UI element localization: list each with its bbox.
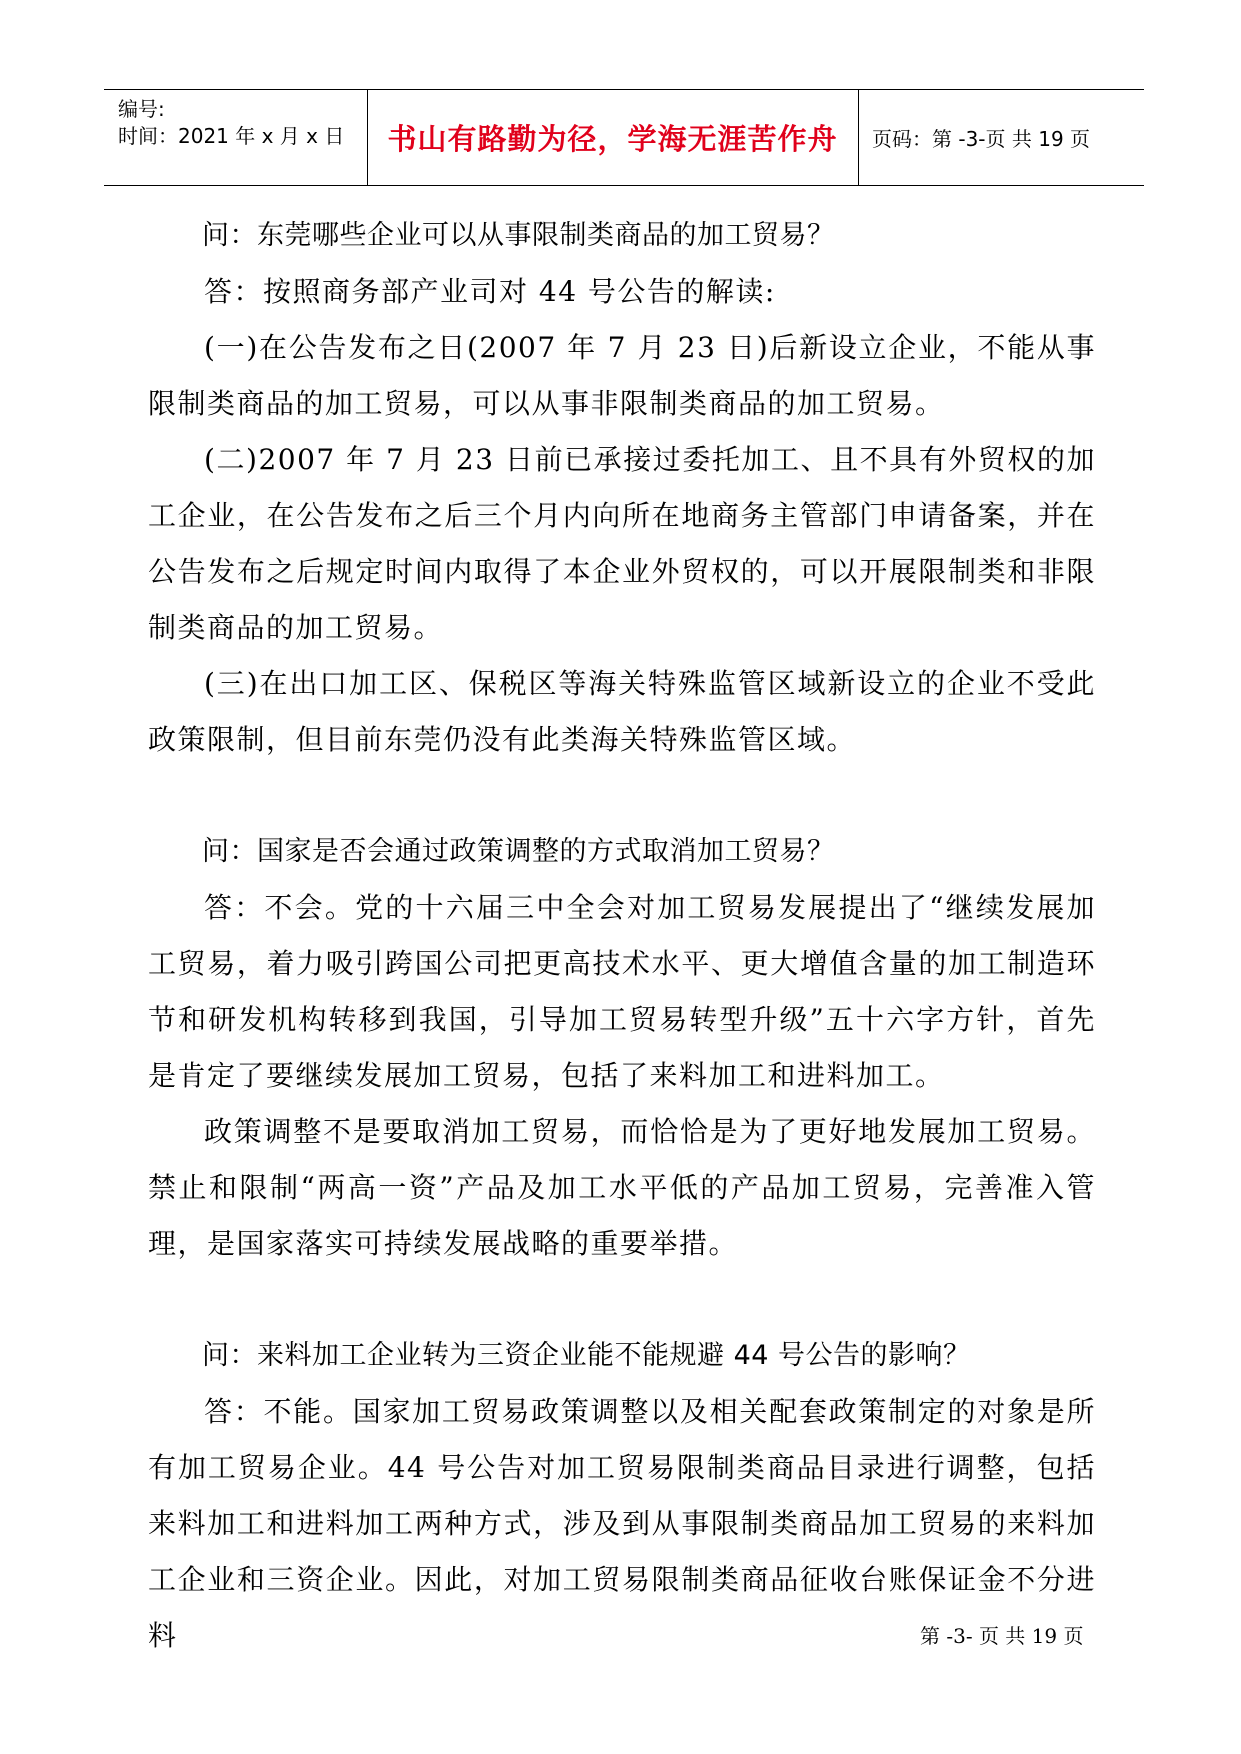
document-body — [148, 208, 1096, 1664]
header-motto: 书山有路勤为径，学海无涯苦作舟 — [387, 122, 838, 156]
question-heading: 问：国家是否会通过政策调整的方式取消加工贸易？ — [202, 836, 835, 867]
document-number-label: 编号: — [118, 97, 165, 121]
section-gap — [148, 768, 1096, 824]
answer-paragraph: 答：不能。国家加工贸易政策调整以及相关配套政策制定的对象是所有加工贸易企业。44 号公告对加工贸易限制类商品目录进行调整，包括来料加工和进料加工两种方式，涉及到从事限制类商品加工贸易的来料加工企业和三资企业。因此，对加工贸易限制类商品征收台账保证金不分进料 — [148, 1395, 1096, 1652]
page-footer: 第 -3- 页 共 19 页 — [920, 1624, 1084, 1648]
answer-paragraph: (一)在公告发布之日(2007 年 7 月 23 日)后新设立企业，不能从事限制类商品的加工贸易，可以从事非限制类商品的加工贸易。 — [148, 331, 1096, 420]
question-heading: 问：来料加工企业转为三资企业能不能规避 44 号公告的影响？ — [202, 1340, 971, 1371]
answer-paragraph: (三)在出口加工区、保税区等海关特殊监管区域新设立的企业不受此政策限制，但目前东莞仍没有此类海关特殊监管区域。 — [148, 667, 1096, 756]
header-meta — [118, 96, 344, 150]
document-time-label: 时间：2021 年 x 月 x 日 — [118, 124, 345, 148]
header-divider — [858, 90, 859, 185]
answer-paragraph: 答：不会。党的十六届三中全会对加工贸易发展提出了“继续发展加工贸易，着力吸引跨国公司把更高技术水平、更大增值含量的加工制造环节和研发机构转移到我国，引导加工贸易转型升级”五十六字方针，首先是肯定了要继续发展加工贸易，包括了来料加工和进料加工。 — [148, 891, 1096, 1092]
answer-paragraph: 政策调整不是要取消加工贸易，而恰恰是为了更好地发展加工贸易。禁止和限制“两高一资”产品及加工水平低的产品加工贸易，完善准入管理，是国家落实可持续发展战略的重要举措。 — [148, 1115, 1096, 1260]
question-heading: 问：东莞哪些企业可以从事限制类商品的加工贸易？ — [202, 220, 835, 251]
document-header — [104, 89, 1144, 186]
section-gap — [148, 1272, 1096, 1328]
answer-paragraph: 答：按照商务部产业司对 44 号公告的解读: — [204, 275, 776, 308]
header-page-number: 页码：第 -3-页 共 19 页 — [872, 127, 1091, 151]
answer-paragraph: (二)2007 年 7 月 23 日前已承接过委托加工、且不具有外贸权的加工企业，在公告发布之后三个月内向所在地商务主管部门申请备案，并在公告发布之后规定时间内取得了本企业外贸权的，可以开展限制类和非限制类商品的加工贸易。 — [148, 443, 1096, 644]
